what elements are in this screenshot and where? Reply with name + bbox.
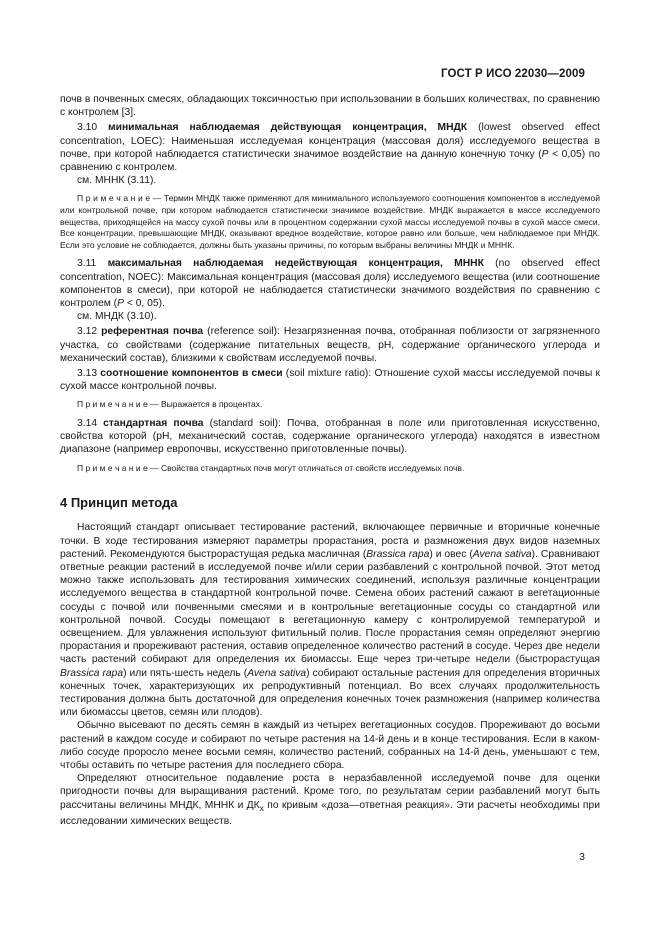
term-definition: (soil mixture ratio): Отношение сухой массы исследуемой почвы к сухой массе контрольной почвы.	[60, 368, 600, 393]
term-3-12	[60, 325, 600, 365]
species-name: Brassica rapa	[60, 667, 124, 679]
page-number: 3	[579, 851, 585, 863]
subscript: х	[259, 802, 264, 813]
term-number: 3.10	[77, 122, 98, 134]
term-name: стандартная почва	[103, 418, 204, 430]
term-3-11	[60, 257, 600, 310]
term-name: соотношение компонентов в смеси	[100, 368, 283, 380]
term-definition-end: < 0,05) по сравнению с контролем.	[60, 148, 600, 174]
text-run: ) и овес (	[429, 548, 473, 560]
note-text: — Свойства стандартных почв могут отличаться от свойств исследуемых почв.	[147, 462, 465, 473]
p-symbol: P	[117, 298, 124, 309]
note-label: П р и м е ч а н и е	[77, 193, 151, 204]
term-number: 3.14	[77, 418, 98, 430]
term-3-14	[60, 417, 600, 457]
term-see-reference: см. МННК (3.11).	[77, 175, 157, 187]
section-paragraph-3	[60, 772, 600, 828]
term-3-13	[60, 367, 600, 393]
note-3-14	[60, 463, 600, 475]
term-name: минимальная наблюдаемая действующая концентрация, МНДК	[108, 122, 468, 134]
text-run: по кривым «доза—ответная реакция». Эти расчеты необходимы при исследовании химических веществ.	[60, 799, 600, 827]
term-name: референтная почва	[101, 326, 204, 338]
term-name: максимальная наблюдаемая недействующая концентрация, МННК	[107, 258, 484, 270]
term-3-10	[60, 121, 600, 174]
species-name: Avena sativa	[247, 667, 307, 679]
note-label: П р и м е ч а н и е	[77, 399, 148, 410]
note-3-13	[60, 399, 600, 411]
species-name: Avena sativa	[472, 548, 532, 560]
text-run: ) или пять-шесть недель (	[123, 667, 248, 679]
text-run: ) собирают остальные растения для определения вторичных конечных точек, характеризующих их репродуктивный потенциал. Во всех случаях продолжительность тестирования должна быть достаточной для определения конечных точек размножения (например количества или биомассы цветов, семян или плодов).	[60, 667, 600, 719]
section-paragraph-2: Обычно высевают по десять семян в каждый из четырех вегетационных сосудов. Прореживают до восьми растений в каждом сосуде и собирают по четыре растения на 14-й день и в конце тестирования. Если в каком-либо сосуде проросло менее восьми семян, количество растений, собранных на 14-й день, уменьшают с тем, чтобы оставить по четыре растения для последнего сбора.	[60, 720, 600, 772]
term-definition-end: < 0, 05).	[123, 298, 165, 309]
term-number: 3.13	[77, 368, 98, 380]
term-see-reference: см. МНДК (3.10).	[77, 311, 157, 323]
section-paragraph-1	[60, 521, 600, 719]
text-run: Определяют относительное подавление роста в неразбавленной исследуемой почве для оценки пригодности почвы для выращивания растений. Кроме того, по результатам серии разбавлений могут быть рассчитаны величины МНДК, МННК и ДК	[60, 773, 600, 811]
term-definition: (no observed effect concentration, NOEC): Максимальная концентрация (массовая доля) исследуемого вещества (или соотношение компонентов в смеси), при которой не наблюдается статистически значимого воздействия по сравнению с контролем (	[60, 258, 600, 309]
term-definition: (reference soil): Незагрязненная почва, отобранная поблизости от загрязненного участка, со свойствами (содержание питательных веществ, pH, содержание органического углерода и механический состав), близкими к свойствам исследуемой почвы.	[60, 326, 600, 364]
term-definition: (lowest observed effect concentration, LOEC): Наименьшая исследуемая концентрация (массовая доля) исследуемого вещества в почве, при которой наблюдается статистически значимое воздействие на данную конечную точку (	[60, 122, 600, 160]
text-run: ). Сравнивают ответные реакции растений в исследуемой почве и/или серии разбавлений с контрольной почвой. Этот метод можно также использовать для тестирования химических соединений, используя различные концентрации исследуемого вещества в стандартной контрольной почве. Семена обоих растений сажают в вегетационные сосуды с почвой или почвенными смесями и в контрольные вегетационные сосуды со стандартной или контрольной почвой. Сосуды помещают в вегетационную камеру с контролируемой температурой и освещением. Для увлажнения используют фитильный полив. После прорастания семян определяют энергию прорастания и прореживают растения, оставив определенное количество растений в сосуде. Через две недели часть растений собирают для определения их биомассы. Еще через три-четыре недели (быстрорастущая	[60, 548, 600, 666]
term-definition: (standard soil): Почва, отобранная в поле или приготовленная искусственно, свойства которой (pH, механический состав, содержание органического углерода) находятся в известном диапазоне (например европочвы, искусственно приготовленные почвы).	[60, 418, 600, 456]
note-text: — Термин МНДК также применяют для минимального используемого соотношения компонентов в исследуемой или контрольной почве, при котором наблюдается статистически значимое воздействие. МНДК выражается в массе исследуемого вещества, приходящейся на массу сухой почвы или в процентном содержании сухой массы исследуемой почвы в сухой массе смеси. Все концентрации, превышающие МНДК, оказывают вредное воздействие, которое равно или больше, чем наблюдаемое при МНДК. Если это условие не соблюдается, должны быть указаны причины, по которым выбраны величины МНДК и МННК.	[60, 193, 600, 250]
document-header: ГОСТ Р ИСО 22030—2009	[440, 68, 585, 80]
species-name: Brassica rapa	[366, 548, 430, 560]
text-run: Настоящий стандарт описывает тестирование растений, включающее первичные и вторичные конечные точки. В ходе тестирования измеряют параметры прорастания, роста и размножения двух видов наземных растений. Рекомендуются быстрорастущая редька масличная (	[60, 522, 600, 560]
note-3-10	[60, 193, 600, 251]
term-number: 3.12	[77, 326, 98, 338]
term-number: 3.11	[77, 258, 97, 270]
note-text: — Выражается в процентах.	[147, 399, 263, 410]
p-symbol: P	[541, 148, 549, 160]
intro-paragraph: почв в почвенных смесях, обладающих токсичностью при использовании в больших количествах, по сравнению с контролем [3].	[60, 94, 600, 119]
note-label: П р и м е ч а н и е	[77, 462, 148, 473]
page-content	[60, 93, 600, 828]
section-title: 4 Принцип метода	[60, 495, 178, 511]
